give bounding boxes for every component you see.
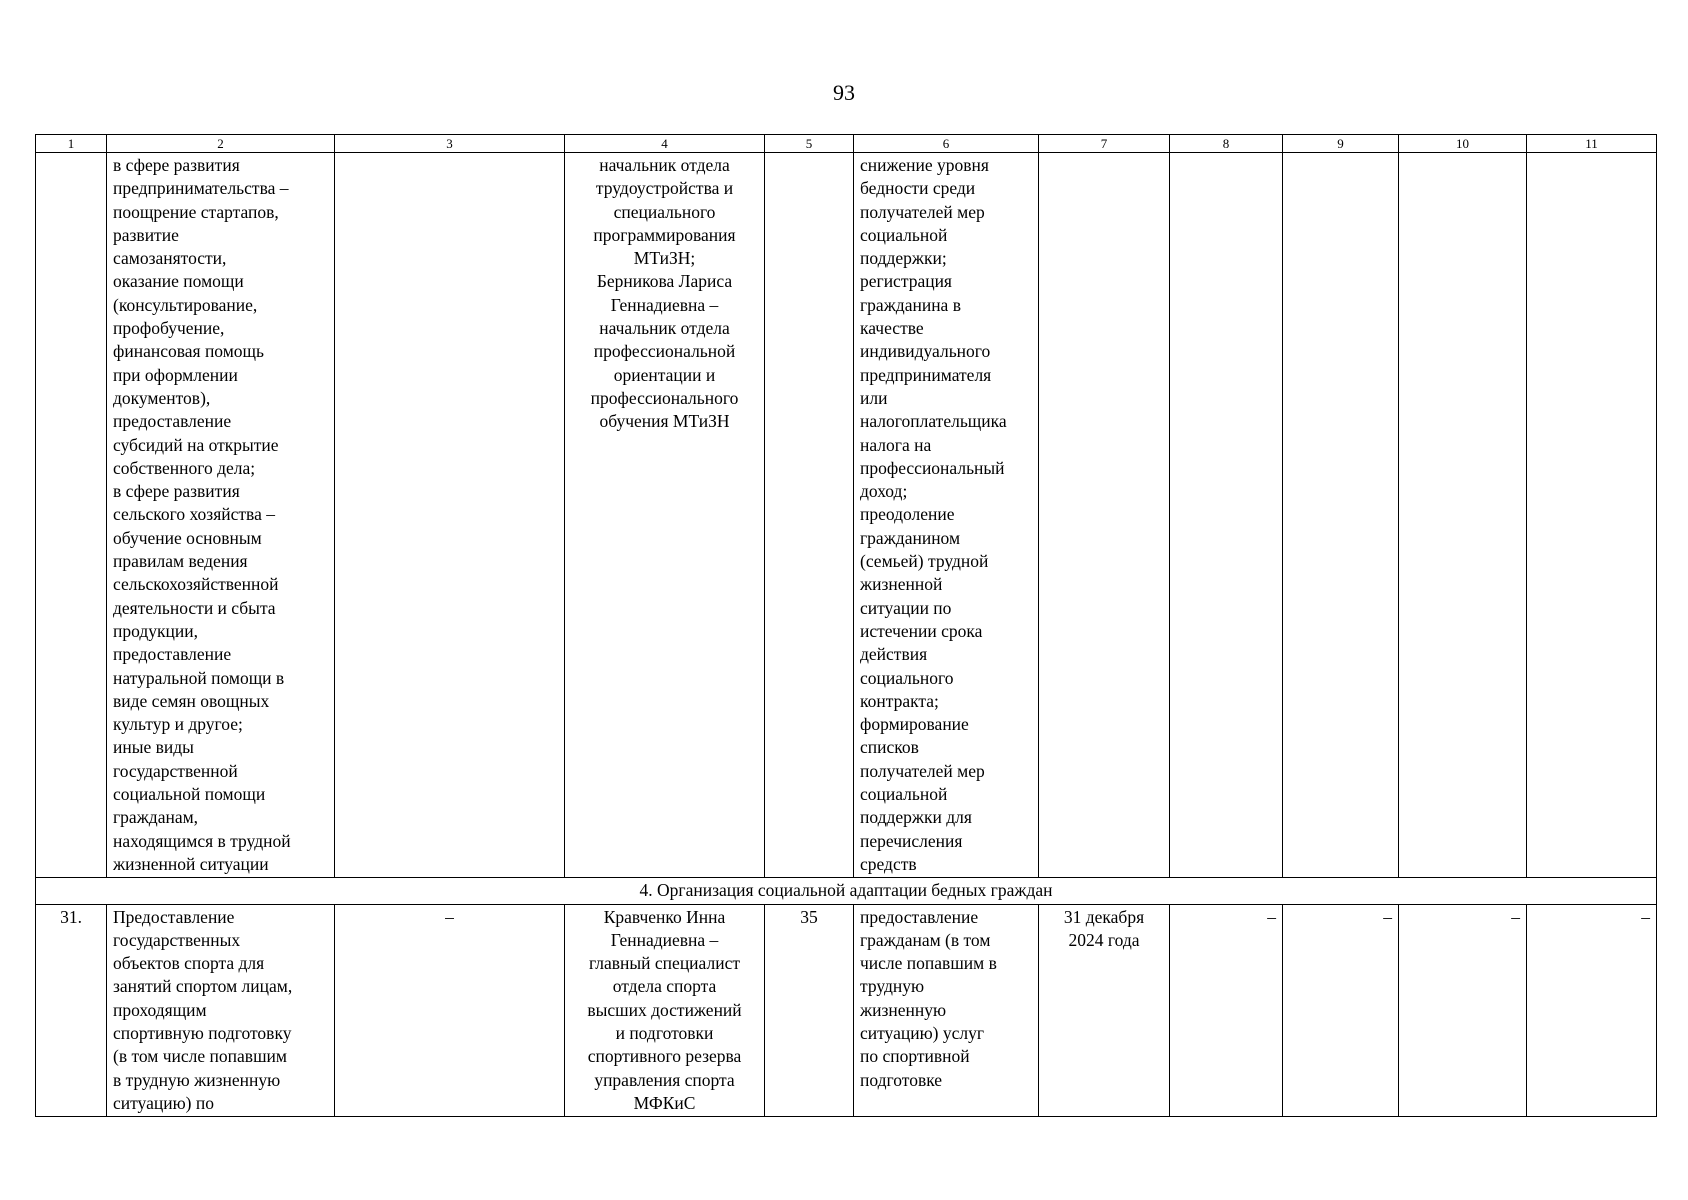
table-row-continuation <box>36 153 1657 878</box>
col-header-4: 4 <box>565 135 765 153</box>
cell-col10: – <box>1399 904 1527 1117</box>
col-header-2: 2 <box>107 135 335 153</box>
cell-col9: – <box>1283 904 1399 1117</box>
col-header-6: 6 <box>854 135 1039 153</box>
col-header-11: 11 <box>1527 135 1657 153</box>
cell-number <box>36 153 107 878</box>
cell-col11 <box>1527 153 1657 878</box>
cell-number: 31. <box>36 904 107 1117</box>
plan-table <box>35 134 1657 1117</box>
cell-activity: Предоставление государственных объектов спорта для занятий спортом лицам, проходящим спортивную подготовку (в том числе попавшим в трудную жизненную ситуацию) по <box>107 904 335 1117</box>
cell-responsible: Кравченко Инна Геннадиевна – главный специалист отдела спорта высших достижений и подготовки спортивного резерва управления спорта МФКиС <box>565 904 765 1117</box>
cell-col7 <box>1039 153 1170 878</box>
page-number: 93 <box>833 80 855 105</box>
col-header-3: 3 <box>335 135 565 153</box>
cell-col9 <box>1283 153 1399 878</box>
cell-result: снижение уровня бедности среди получателей мер социальной поддержки; регистрация гражданина в качестве индивидуального предпринимателя или налогоплательщика налога на профессиональный доход; преодоление гражданином (семьей) трудной жизненной ситуации по истечении срока действия социального контракта; формирование списков получателей мер социальной поддержки для перечисления средств <box>854 153 1039 878</box>
cell-col5: 35 <box>765 904 854 1117</box>
cell-col10 <box>1399 153 1527 878</box>
cell-result: предоставление гражданам (в том числе попавшим в трудную жизненную ситуацию) услуг по спортивной подготовке <box>854 904 1039 1117</box>
col-header-5: 5 <box>765 135 854 153</box>
col-header-7: 7 <box>1039 135 1170 153</box>
col-header-1: 1 <box>36 135 107 153</box>
section-title: 4. Организация социальной адаптации бедных граждан <box>36 878 1657 904</box>
cell-col3 <box>335 153 565 878</box>
cell-col8: – <box>1170 904 1283 1117</box>
cell-col3: – <box>335 904 565 1117</box>
col-header-9: 9 <box>1283 135 1399 153</box>
table-row-31 <box>36 904 1657 1117</box>
col-header-8: 8 <box>1170 135 1283 153</box>
cell-col8 <box>1170 153 1283 878</box>
cell-deadline: 31 декабря 2024 года <box>1039 904 1170 1117</box>
column-number-row <box>36 135 1657 153</box>
section-row <box>36 878 1657 904</box>
col-header-10: 10 <box>1399 135 1527 153</box>
cell-responsible: начальник отдела трудоустройства и специального программирования МТиЗН; Берникова Лариса Геннадиевна – начальник отдела профессиональной ориентации и профессионального обучения МТиЗН <box>565 153 765 878</box>
cell-col11: – <box>1527 904 1657 1117</box>
cell-activity: в сфере развития предпринимательства – поощрение стартапов, развитие самозанятости, оказание помощи (консультирование, профобучение, финансовая помощь при оформлении документов), предоставление субсидий на открытие собственного дела; в сфере развития сельского хозяйства – обучение основным правилам ведения сельскохозяйственной деятельности и сбыта продукции, предоставление натуральной помощи в виде семян овощных культур и другое; иные виды государственной социальной помощи гражданам, находящимся в трудной жизненной ситуации <box>107 153 335 878</box>
cell-col5 <box>765 153 854 878</box>
